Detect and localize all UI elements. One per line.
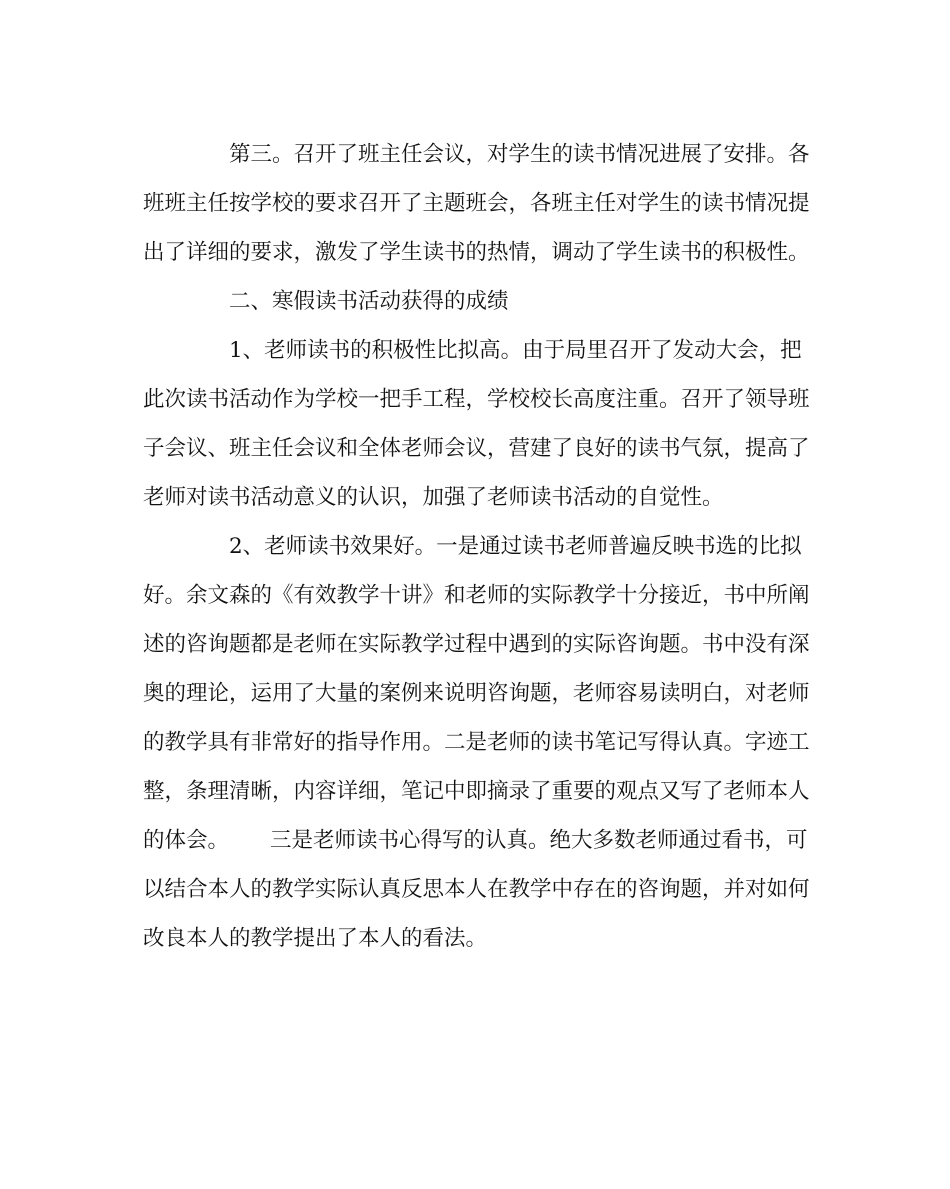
- section-heading-achievements: 二、寒假读书活动获得的成绩: [229, 289, 509, 314]
- document-body: [143, 130, 815, 963]
- paragraph-teacher-enthusiasm: 1、老师读书的积极性比拟高。由于局里召开了发动大会，把此次读书活动作为学校一把手工程，学校校长高度注重。召开了领导班子会议、班主任会议和全体老师会议，营建了良好的读书气氛，提高了老师对读书活动意义的认识，加强了老师读书活动的自觉性。: [143, 338, 810, 510]
- paragraph-meeting-arrangement: 第三。召开了班主任会议，对学生的读书情况进展了安排。各班班主任按学校的要求召开了主题班会，各班主任对学生的读书情况提出了详细的要求，激发了学生读书的热情，调动了学生读书的积极性。: [143, 142, 810, 265]
- paragraph-reading-effect: 2、老师读书效果好。一是通过读书老师普遍反映书选的比拟好。余文森的《有效教学十讲》和老师的实际教学十分接近，书中所阐述的咨询题都是老师在实际教学过程中遇到的实际咨询题。书中没有深奥的理论，运用了大量的案例来说明咨询题，老师容易读明白，对老师的教学具有非常好的指导作用。二是老师的读书笔记写得认真。字迹工整，条理清晰，内容详细，笔记中即摘录了重要的观点又写了老师本人的体会。 三是老师读书心得写的认真。绝大多数老师通过看书，可以结合本人的教学实际认真反思本人在教学中存在的咨询题，并对如何改良本人的教学提出了本人的看法。: [143, 534, 810, 951]
